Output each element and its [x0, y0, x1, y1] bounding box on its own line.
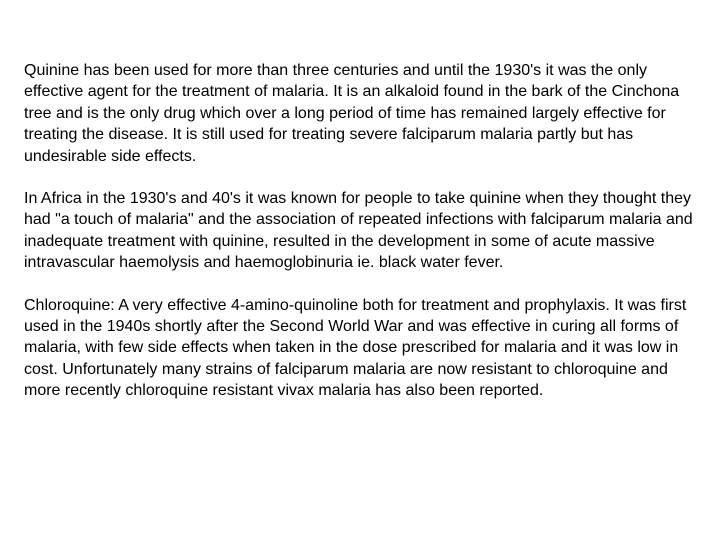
paragraph-africa: In Africa in the 1930's and 40's it was known for people to take quinine when they thought they had "a touch of malaria" and the association of repeated infections with falciparum malaria and inadequate treatment with quinine, resulted in the development in some of acute massive intravascular haemolysis and haemoglobinuria ie. black water fever. — [24, 190, 693, 272]
text-body — [24, 60, 708, 423]
paragraph-quinine: Quinine has been used for more than three centuries and until the 1930's it was the only effective agent for the treatment of malaria. It is an alkaloid found in the bark of the Cinchona tree and is the only drug which over a long period of time has remained largely effective for treating the disease. It is still used for treating severe falciparum malaria partly but has undesirable side effects. — [24, 62, 680, 165]
paragraph-chloroquine: Chloroquine: A very effective 4-amino-quinoline both for treatment and prophylaxis. It was first used in the 1940s shortly after the Second World War and was effective in curing all forms of malaria, with few side effects when taken in the dose prescribed for malaria and it was low in cost. Unfortunately many strains of falciparum malaria are now resistant to chloroquine and more recently chloroquine resistant vivax malaria has also been reported. — [24, 296, 687, 400]
